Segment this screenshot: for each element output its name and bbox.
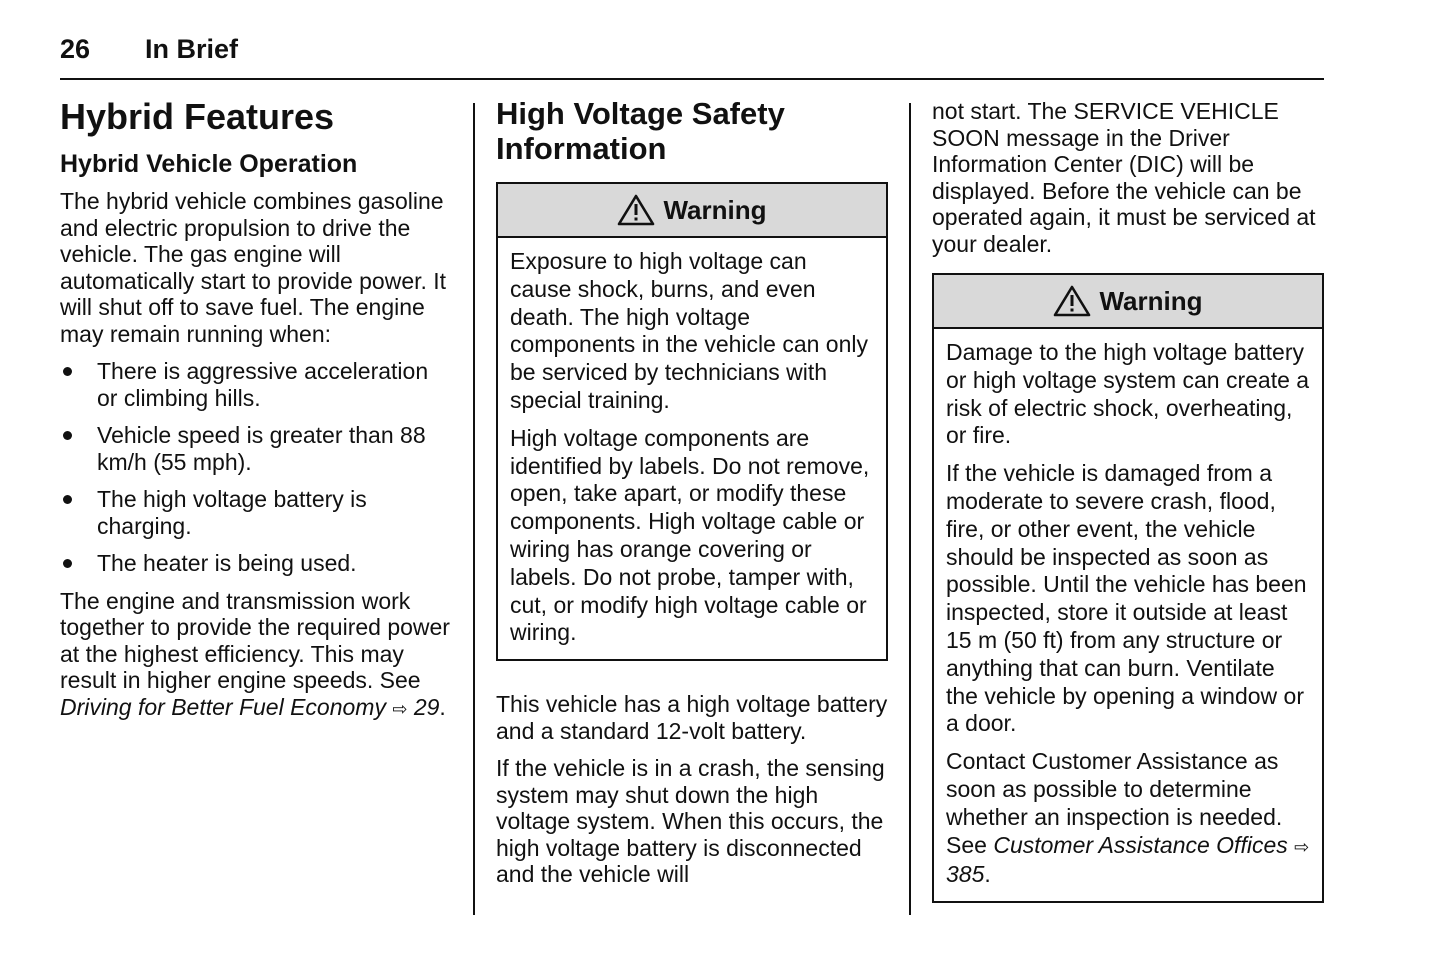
section-title: High Voltage Safety Information	[496, 96, 785, 166]
warning-paragraph: Exposure to high voltage can cause shock, burns, and even death. The high voltage components in the vehicle can only be serviced by technicians with special training.	[510, 248, 868, 413]
page-number: 26	[60, 34, 91, 64]
cross-reference-link[interactable]	[946, 832, 1309, 888]
intro-paragraph: The hybrid vehicle combines gasoline and electric propulsion to drive the vehicle. The gas engine will automatically start to provide power. It will shut off to save fuel. The engine may remain running when:	[60, 188, 447, 347]
warning-body	[498, 238, 886, 659]
column-divider	[473, 103, 475, 915]
warning-box	[932, 273, 1324, 903]
section-name: In Brief	[145, 34, 239, 64]
subsection-title: Hybrid Vehicle Operation	[60, 150, 358, 178]
xref-title: Driving for Better Fuel Economy	[60, 693, 386, 720]
page-reference-arrow-icon: ⇨	[1294, 836, 1310, 857]
warning-box	[496, 182, 888, 661]
warning-paragraph: Damage to the high voltage battery or high voltage system can create a risk of electric shock, overheating, or fire.	[946, 339, 1310, 449]
body-paragraph: This vehicle has a high voltage battery and a standard 12-volt battery.	[496, 691, 888, 744]
warning-paragraph: If the vehicle is damaged from a moderate to severe crash, flood, fire, or other event, the vehicle should be inspected as soon as possible. Until the vehicle has been inspected, store it outside at least 15 m (50 ft) from any structure or anything that can burn. Ventilate the vehicle by opening a window or a door.	[946, 460, 1307, 737]
xref-title: Customer Assistance Offices	[993, 831, 1288, 858]
list-item: Vehicle speed is greater than 88 km/h (55 mph).	[60, 422, 452, 475]
warning-label: Warning	[1099, 285, 1203, 316]
column-3	[932, 96, 1324, 933]
column-divider	[909, 103, 911, 915]
cross-reference-link[interactable]	[60, 694, 439, 720]
list-item: The high voltage battery is charging.	[60, 486, 452, 539]
punctuation: .	[439, 693, 446, 720]
list-item: There is aggressive acceleration or climbing hills.	[60, 358, 452, 411]
punctuation: .	[984, 861, 991, 888]
warning-header	[934, 275, 1322, 329]
conditions-list	[60, 358, 452, 577]
column-1	[60, 96, 452, 733]
column-2	[496, 96, 888, 899]
xref-page: 385	[946, 861, 985, 888]
page-title: Hybrid Features	[60, 96, 335, 137]
warning-body	[934, 329, 1322, 901]
warning-text: Contact Customer Assistance as soon as possible to determine whether an inspection is needed. See	[946, 748, 1283, 858]
list-item: The heater is being used.	[60, 550, 452, 577]
warning-triangle-icon	[1053, 285, 1091, 317]
warning-header	[498, 184, 886, 238]
page-reference-arrow-icon: ⇨	[392, 698, 408, 719]
page-header	[60, 34, 1324, 80]
warning-paragraph: High voltage components are identified by labels. Do not remove, open, take apart, or modify these components. High voltage cable or wiring has orange covering or labels. Do not probe, tamper with, cut, or modify high voltage cable or wiring.	[510, 424, 870, 646]
warning-paragraph	[946, 748, 1310, 889]
outro-text: The engine and transmission work together to provide the required power at the highest efficiency. This may result in higher engine speeds. See	[60, 587, 450, 693]
outro-paragraph	[60, 588, 452, 723]
warning-label: Warning	[663, 194, 767, 225]
xref-page: 29	[413, 693, 440, 720]
body-paragraph: If the vehicle is in a crash, the sensing system may shut down the high voltage system. When this occurs, the high voltage battery is disconnected and the vehicle will	[496, 755, 885, 888]
warning-triangle-icon	[617, 194, 655, 226]
body-paragraph: not start. The SERVICE VEHICLE SOON message in the Driver Information Center (DIC) will be displayed. Before the vehicle can be operated again, it must be serviced at your dealer.	[932, 98, 1316, 257]
